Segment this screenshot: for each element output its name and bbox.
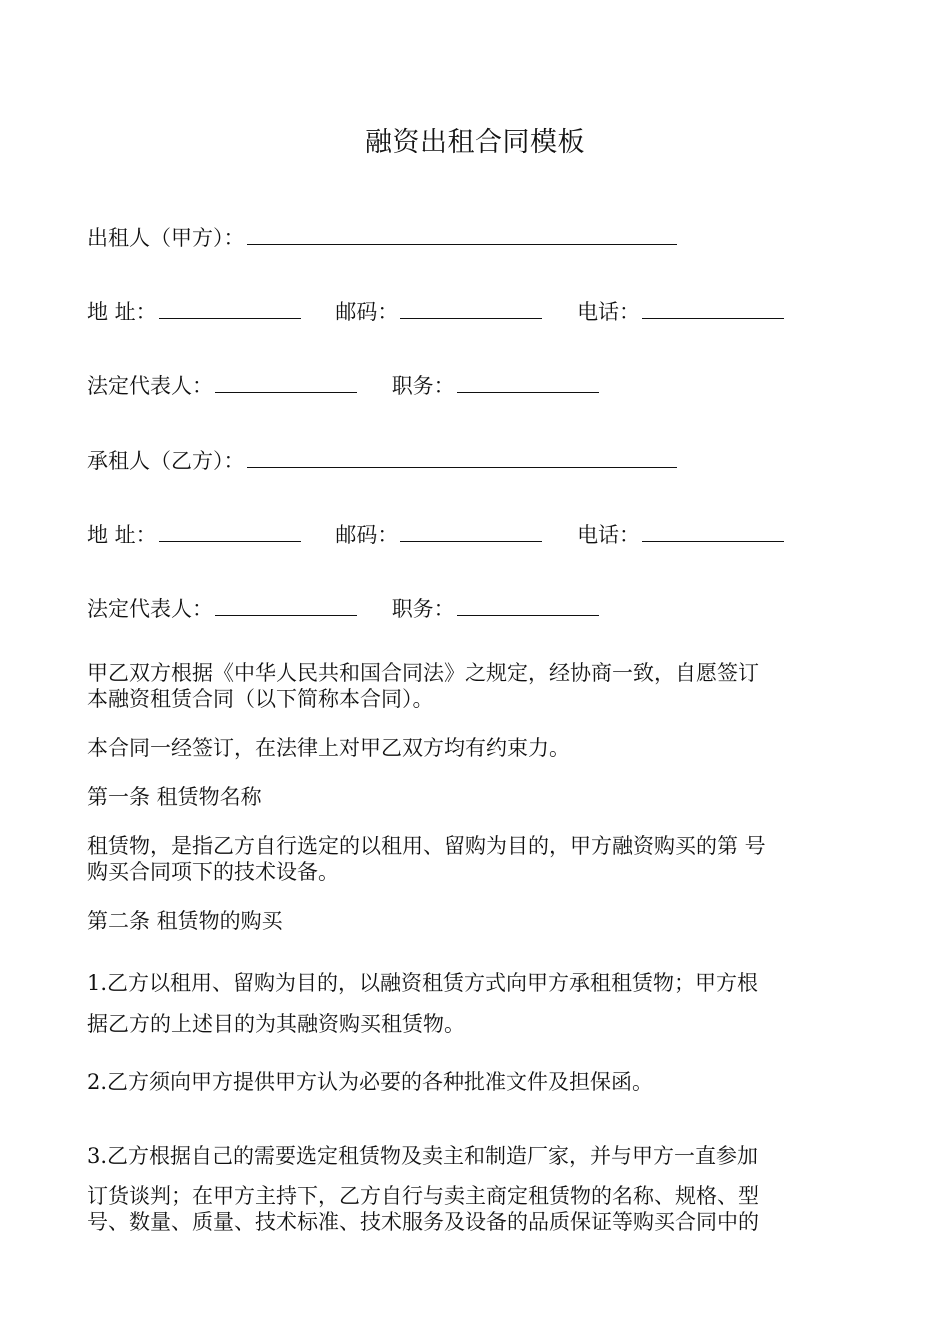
intro-paragraph (87, 660, 863, 712)
lessee-phone-label: 电话： (577, 523, 641, 547)
article2-item3-line-2: 订货谈判；在甲方主持下，乙方自行与卖主商定租赁物的名称、规格、型 (87, 1184, 759, 1208)
lessor-name-blank (247, 226, 677, 245)
article2-item3-line-1: 3.乙方根据自己的需要选定租赁物及卖主和制造厂家，并与甲方一直参加 (87, 1144, 759, 1168)
lessor-party-label: 出租人（甲方）： (87, 226, 245, 250)
intro-line-2: 本融资租赁合同（以下简称本合同）。 (87, 687, 434, 711)
article2-item1-line-2: 据乙方的上述目的为其融资购买租赁物。 (87, 1012, 465, 1036)
lessee-rep-row (87, 596, 599, 622)
lessee-party-label: 承租人（乙方）： (87, 449, 245, 473)
lessor-address-label: 地 址： (87, 300, 157, 324)
lessee-legal-rep-blank (215, 597, 357, 616)
lessor-legal-rep-label: 法定代表人： (87, 374, 213, 398)
lessor-phone-label: 电话： (577, 300, 641, 324)
lessor-address-blank (159, 300, 301, 319)
lessee-position-label: 职务： (391, 597, 455, 621)
lessee-name-blank (247, 449, 677, 468)
document-title: 融资出租合同模板 (365, 127, 585, 158)
lessor-party-row (87, 225, 677, 251)
lessee-address-blank (159, 523, 301, 542)
article2-item2: 2.乙方须向甲方提供甲方认为必要的各种批准文件及担保函。 (87, 1070, 654, 1094)
binding-statement: 本合同一经签订，在法律上对甲乙双方均有约束力。 (87, 736, 570, 760)
article1-line-1: 租赁物，是指乙方自行选定的以租用、留购为目的，甲方融资购买的第 号 (87, 834, 766, 858)
article2-item3-line-3: 号、数量、质量、技术标准、技术服务及设备的品质保证等购买合同中的 (87, 1210, 759, 1234)
lessee-postcode-label: 邮码： (335, 523, 399, 547)
lessee-postcode-blank (400, 523, 542, 542)
article2-heading: 第二条 租赁物的购买 (87, 909, 283, 933)
lessee-phone-blank (642, 523, 784, 542)
article1-heading: 第一条 租赁物名称 (87, 785, 262, 809)
lessor-legal-rep-blank (215, 374, 357, 393)
lessor-rep-row (87, 373, 599, 399)
lessee-contact-row (87, 522, 784, 548)
lessor-postcode-blank (400, 300, 542, 319)
lessee-position-blank (457, 597, 599, 616)
lessor-contact-row (87, 299, 784, 325)
lessor-position-label: 职务： (391, 374, 455, 398)
article2-item1-line-1: 1.乙方以租用、留购为目的，以融资租赁方式向甲方承租租赁物；甲方根 (87, 971, 759, 995)
article1-line-2: 购买合同项下的技术设备。 (87, 860, 339, 884)
article1-paragraph (87, 833, 863, 885)
lessor-postcode-label: 邮码： (335, 300, 399, 324)
lessor-position-blank (457, 374, 599, 393)
lessor-phone-blank (642, 300, 784, 319)
lessee-party-row (87, 448, 677, 474)
intro-line-1: 甲乙双方根据《中华人民共和国合同法》之规定，经协商一致，自愿签订 (87, 661, 759, 685)
lessee-address-label: 地 址： (87, 523, 157, 547)
lessee-legal-rep-label: 法定代表人： (87, 597, 213, 621)
